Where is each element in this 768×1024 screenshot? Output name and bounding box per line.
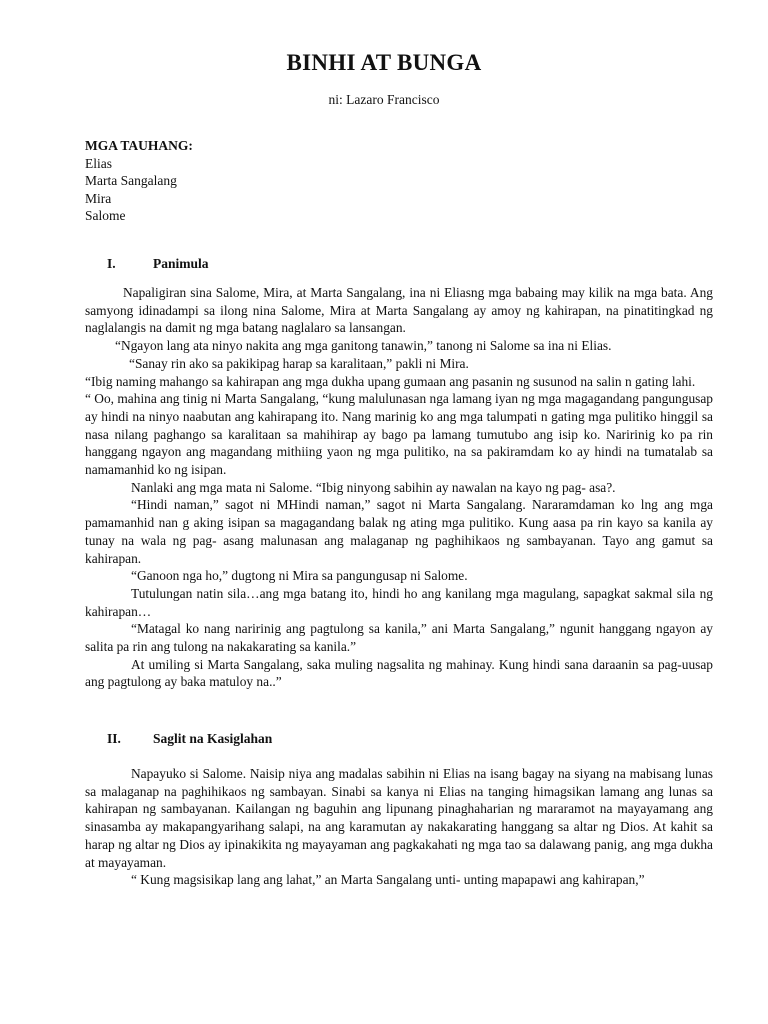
paragraph: Napaligiran sina Salome, Mira, at Marta Sangalang, ina ni Eliasng mga babaing may kilik na mga bata. Ang samyong idinadampi sa ilong nina Salome, Mira at Marta Sangalang ay amoy ng kahirapan, na pinatitingkad ng naglalangis na damit ng mga batang naglalaro sa lansangan. bbox=[85, 285, 713, 336]
author-line: ni: Lazaro Francisco bbox=[328, 92, 440, 107]
paragraph: “Ibig naming mahango sa kahirapan ang mga dukha upang gumaan ang pasanin ng susunod na salin n gating lahi. bbox=[85, 373, 696, 389]
section-title: Saglit na Kasiglahan bbox=[153, 731, 273, 746]
cast-member: Salome bbox=[85, 208, 126, 223]
paragraph: “Matagal ko nang naririnig ang pagtulong sa kanila,” ani Marta Sangalang,” ngunit hanggang ngayon ay salita pa rin ang tulong na nakakarating sa kanila.” bbox=[85, 621, 713, 655]
section-1-body bbox=[85, 284, 713, 691]
paragraph: Nanlaki ang mga mata ni Salome. “Ibig ninyong sabihin ay nawalan na kayo ng pag- asa?. bbox=[131, 479, 616, 495]
section-number: I. bbox=[107, 256, 116, 271]
paragraph: At umiling si Marta Sangalang, saka muling nagsalita ng mahinay. Kung hindi sana daraanin sa pag-uusap ang pagtulong ay baka matuloy na..” bbox=[85, 656, 713, 690]
cast-list bbox=[85, 137, 193, 225]
paragraph: Tutulungan natin sila…ang mga batang ito, hindi ho ang kanilang mga magulang, sapagkat sakmal sila ng kahirapan… bbox=[85, 585, 713, 619]
document-title: BINHI AT BUNGA bbox=[286, 50, 482, 75]
section-2-body bbox=[85, 765, 713, 889]
paragraph: “ Oo, mahina ang tinig ni Marta Sangalang, “kung malulunasan nga lamang iyan ng mga magagandang pangungusap ay hindi na ninyo naabutan ang kahirapang ito. Nang marinig ko ang mga talumpati n gating mga pulitiko hinggil sa nasa nilang paghango sa karalitaan sa mahihirap ay bago pa lamang tumutubo ang isip ko. Naririnig ko pa rin hanggang ngayon ang magandang mithiing yaon ng mga pulitiko, na sa pakiramdam ko ay hindi na tumatalab sa namamanhid ko ng isipan. bbox=[85, 391, 713, 478]
paragraph: “Sanay rin ako sa pakikipag harap sa karalitaan,” pakli ni Mira. bbox=[129, 355, 469, 371]
section-title: Panimula bbox=[153, 256, 209, 271]
section-heading-2 bbox=[107, 731, 272, 747]
cast-heading: MGA TAUHANG: bbox=[85, 138, 193, 153]
paragraph: “Ngayon lang ata ninyo nakita ang mga ganitong tanawin,” tanong ni Salome sa ina ni Elias. bbox=[115, 338, 612, 354]
paragraph: “Hindi naman,” sagot ni MHindi naman,” sagot ni Marta Sangalang. Nararamdaman ko lng ang mga pamamanhid nan g aking isipan sa magagandang balak ng ating mga pulitiko. Kung aasa pa rin kayo sa kanila ay tunay na wala ng pag- asang malunasan ang malaganap ng paghihikaos ng sambayanan. Tayo ang gamut sa kahirapan. bbox=[85, 497, 713, 566]
section-heading-1 bbox=[107, 256, 209, 272]
cast-member: Marta Sangalang bbox=[85, 173, 177, 188]
paragraph: “ Kung magsisikap lang ang lahat,” an Marta Sangalang unti- unting mapapawi ang kahirapan,” bbox=[131, 872, 645, 888]
cast-member: Elias bbox=[85, 155, 112, 171]
paragraph: “Ganoon nga ho,” dugtong ni Mira sa pangungusap ni Salome. bbox=[131, 568, 468, 584]
section-number: II. bbox=[107, 731, 121, 746]
cast-member: Mira bbox=[85, 190, 112, 206]
paragraph: Napayuko si Salome. Naisip niya ang madalas sabihin ni Elias na isang bagay na siyang na mabisang lunas sa malaganap na paghihikaos ng sambayan. Sinabi sa kanya ni Elias na tanging himagsikan lamang ang lunas sa kahirapan ng sambayanan. Kailangan ng baguhin ang lipunang pinaghaharian ng mararamot na mayayamang ang sinasamba ay makapangyarihang salapi, na ang karamutan ay nakakarating hanggang sa altar ng Dios. At kahit sa harap ng altar ng Dios ay ipinakikita ng mayayaman ang pagkakahati ng mga tao sa dalawang panig, ang mga dukha at mayayaman. bbox=[85, 766, 713, 870]
